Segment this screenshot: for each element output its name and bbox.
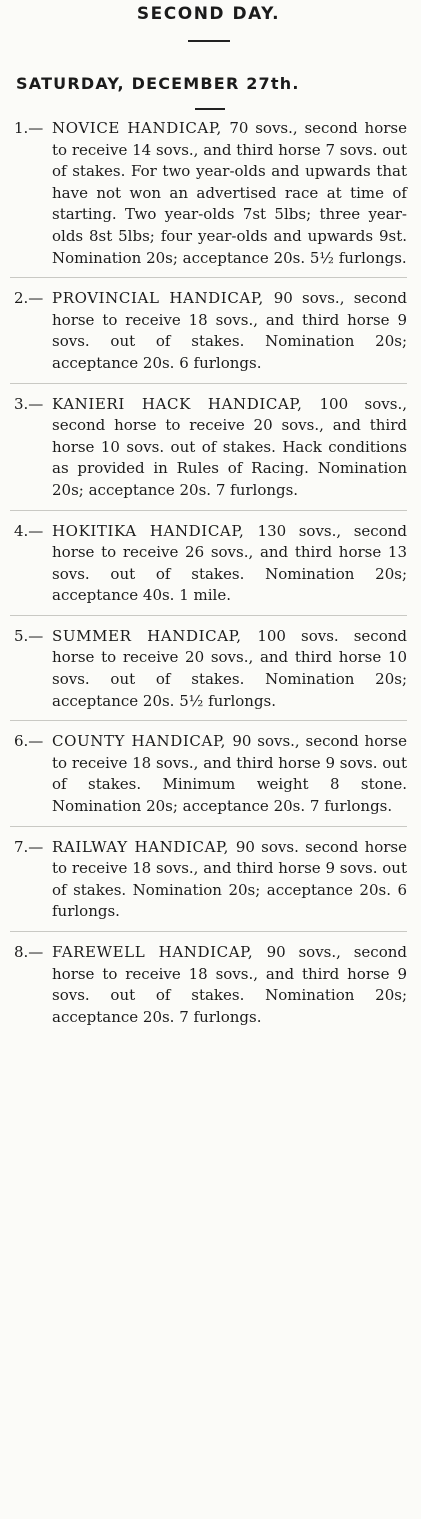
race-number: 1.— bbox=[14, 119, 44, 137]
race-title: PROVINCIAL HANDICAP, bbox=[52, 289, 274, 308]
race-number: 8.— bbox=[14, 943, 44, 961]
race-conditions: 90 sovs. second horse to receive 18 sovs., and third horse 9 sovs. out of stakes. Nomination 20s; acceptance 20s. 6 furlongs. bbox=[52, 837, 407, 921]
race-number: 4.— bbox=[14, 521, 44, 540]
race-entry-2 bbox=[10, 277, 407, 374]
race-number: 7.— bbox=[14, 837, 44, 856]
race-number: 5.— bbox=[14, 626, 44, 645]
race-title: HOKITIKA HANDICAP, bbox=[52, 521, 258, 540]
race-conditions: 100 sovs., second horse to receive 20 sovs., and third horse 10 sovs. out of stakes. Hack conditions as provided in Rules of Racing. Nomination 20s; acceptance 20s. 7 furlongs. bbox=[52, 394, 407, 499]
day-heading: SECOND DAY. bbox=[136, 4, 281, 24]
race-title: RAILWAY HANDICAP, bbox=[52, 837, 236, 856]
race-conditions: 70 sovs., second horse to receive 14 sovs., and third horse 7 sovs. out of stakes. For two year-olds and upwards that have not won an advertised race at time of starting. Two year-olds 7st 5lbs; three year-olds 8st 5lbs; four year-olds and upwards 9st. Nomination 20s; acceptance 20s. 5½ furlongs. bbox=[52, 119, 407, 267]
race-entry-1 bbox=[10, 118, 407, 269]
race-conditions: 90 sovs., second horse to receive 18 sovs., and third horse 9 sovs. out of stakes. Minimum weight 8 stone. Nomination 20s; acceptance 20s. 7 furlongs. bbox=[52, 732, 407, 816]
race-entry-6 bbox=[10, 720, 407, 817]
race-number: 2.— bbox=[14, 289, 44, 308]
race-entry-4 bbox=[10, 510, 407, 607]
race-title: COUNTY HANDICAP, bbox=[52, 732, 233, 751]
race-entry-7 bbox=[10, 826, 407, 923]
race-title: NOVICE HANDICAP, bbox=[52, 119, 230, 137]
race-number: 3.— bbox=[14, 394, 44, 413]
race-entry-5 bbox=[10, 615, 407, 712]
heading-divider bbox=[188, 40, 230, 42]
race-title: SUMMER HANDICAP, bbox=[52, 626, 258, 645]
date-divider bbox=[195, 108, 225, 110]
race-title: FAREWELL HANDICAP, bbox=[52, 943, 267, 961]
race-entry-3 bbox=[10, 383, 407, 502]
race-conditions: 90 sovs., second horse to receive 18 sovs., and third horse 9 sovs. out of stakes. Nomination 20s; acceptance 20s. 6 furlongs. bbox=[52, 289, 407, 372]
race-conditions: 90 sovs., second horse to receive 18 sovs., and third horse 9 sovs. out of stakes. Nomination 20s; acceptance 20s. 7 furlongs. bbox=[52, 943, 407, 1026]
race-number: 6.— bbox=[14, 732, 44, 751]
race-conditions: 130 sovs., second horse to receive 26 sovs., and third horse 13 sovs. out of stakes. Nomination 20s; acceptance 40s. 1 mile. bbox=[52, 521, 407, 605]
race-title: KANIERI HACK HANDICAP, bbox=[52, 394, 320, 413]
race-conditions: 100 sovs. second horse to receive 20 sovs., and third horse 10 sovs. out of stakes. Nomination 20s; acceptance 20s. 5½ furlongs. bbox=[52, 626, 407, 710]
date-heading: SATURDAY, DECEMBER 27th. bbox=[16, 74, 300, 93]
race-entry-8 bbox=[10, 931, 407, 1028]
